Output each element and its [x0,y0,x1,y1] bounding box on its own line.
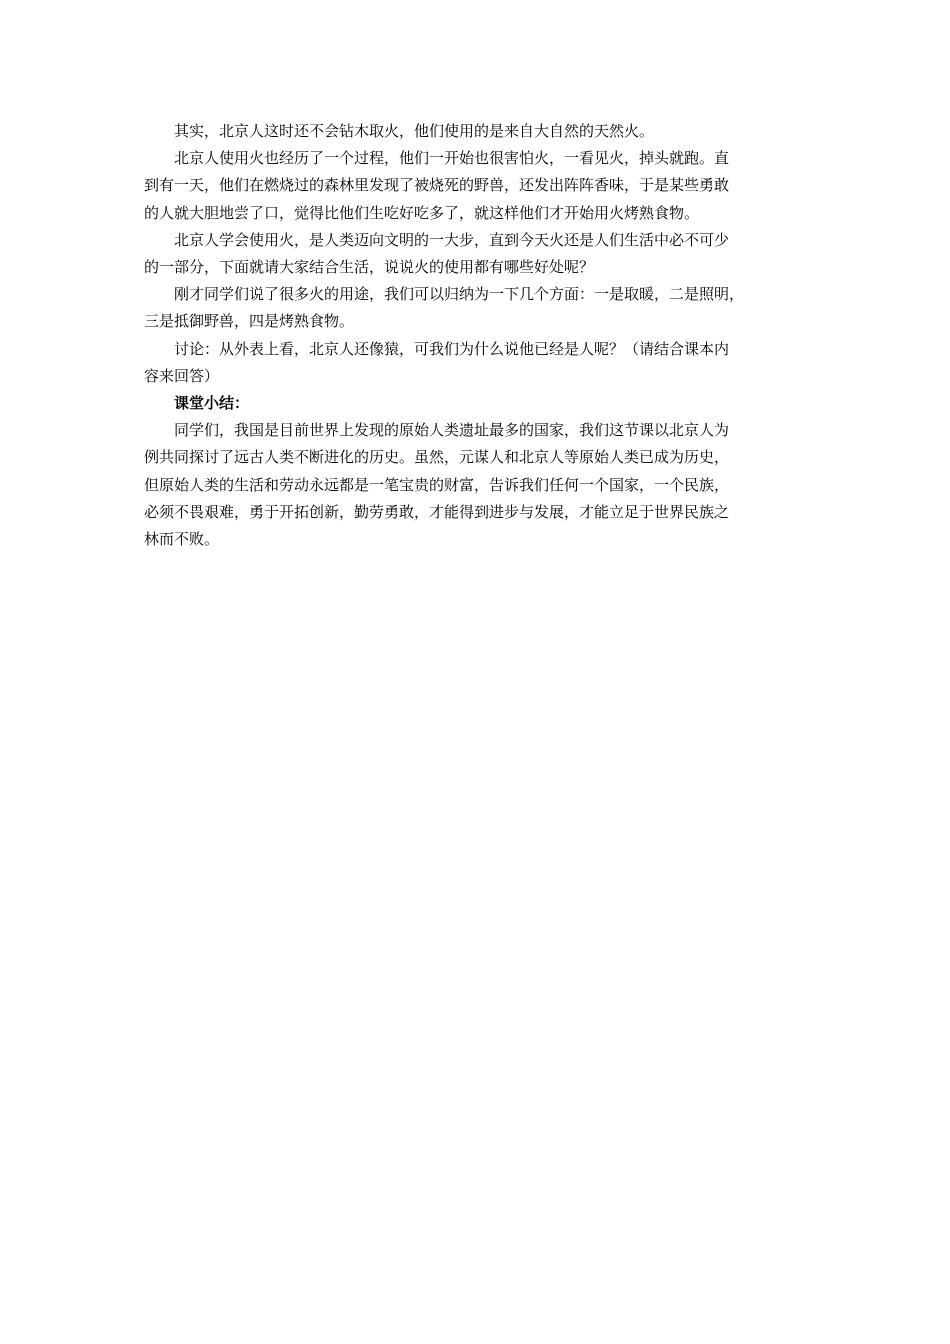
paragraph-fire-process [144,145,810,227]
paragraph-discussion [144,336,810,390]
text-line: 讨论：从外表上看，北京人还像猿，可我们为什么说他已经是人呢？（请结合课本内 [174,339,730,358]
paragraph-summary [144,417,810,553]
text-line: 的人就大胆地尝了口，觉得比他们生吃好吃多了，就这样他们才开始用火烤熟食物。 [144,203,700,222]
text-line: 北京人使用火也经历了一个过程，他们一开始也很害怕火，一看见火，掉头就跑。直 [174,149,730,168]
text-line: 北京人学会使用火，是人类迈向文明的一大步，直到今天火还是人们生活中必不可少 [174,230,730,249]
text-line: 的一部分，下面就请大家结合生活，说说火的使用都有哪些好处呢？ [144,258,595,277]
paragraph-natural-fire [144,118,810,145]
text-line: 林而不败。 [144,530,220,549]
paragraph-fire-uses [144,281,810,335]
text-line: 例共同探讨了远古人类不断进化的历史。虽然，元谋人和北京人等原始人类已成为历史， [144,448,730,467]
text-line: 但原始人类的生活和劳动永远都是一笔宝贵的财富，告诉我们任何一个国家，一个民族， [144,475,730,494]
text-line: 同学们，我国是目前世界上发现的原始人类遗址最多的国家，我们这节课以北京人为 [174,421,730,440]
document-page [144,118,810,553]
text-line: 三是抵御野兽，四是烤熟食物。 [144,312,355,331]
text-line: 其实，北京人这时还不会钻木取火，他们使用的是来自大自然的天然火。 [174,122,655,140]
text-line: 必须不畏艰难，勇于开拓创新，勤劳勇敢，才能得到进步与发展，才能立足于世界民族之 [144,502,730,521]
paragraph-fire-civilization [144,227,810,281]
text-line: 刚才同学们说了很多火的用途，我们可以归纳为一下几个方面：一是取暖，二是照明， [174,285,745,304]
text-line: 到有一天，他们在燃烧过的森林里发现了被烧死的野兽，还发出阵阵香味，于是某些勇敢 [144,176,730,195]
text-line: 容来回答） [144,366,220,385]
summary-heading: 课堂小结： [174,394,250,413]
